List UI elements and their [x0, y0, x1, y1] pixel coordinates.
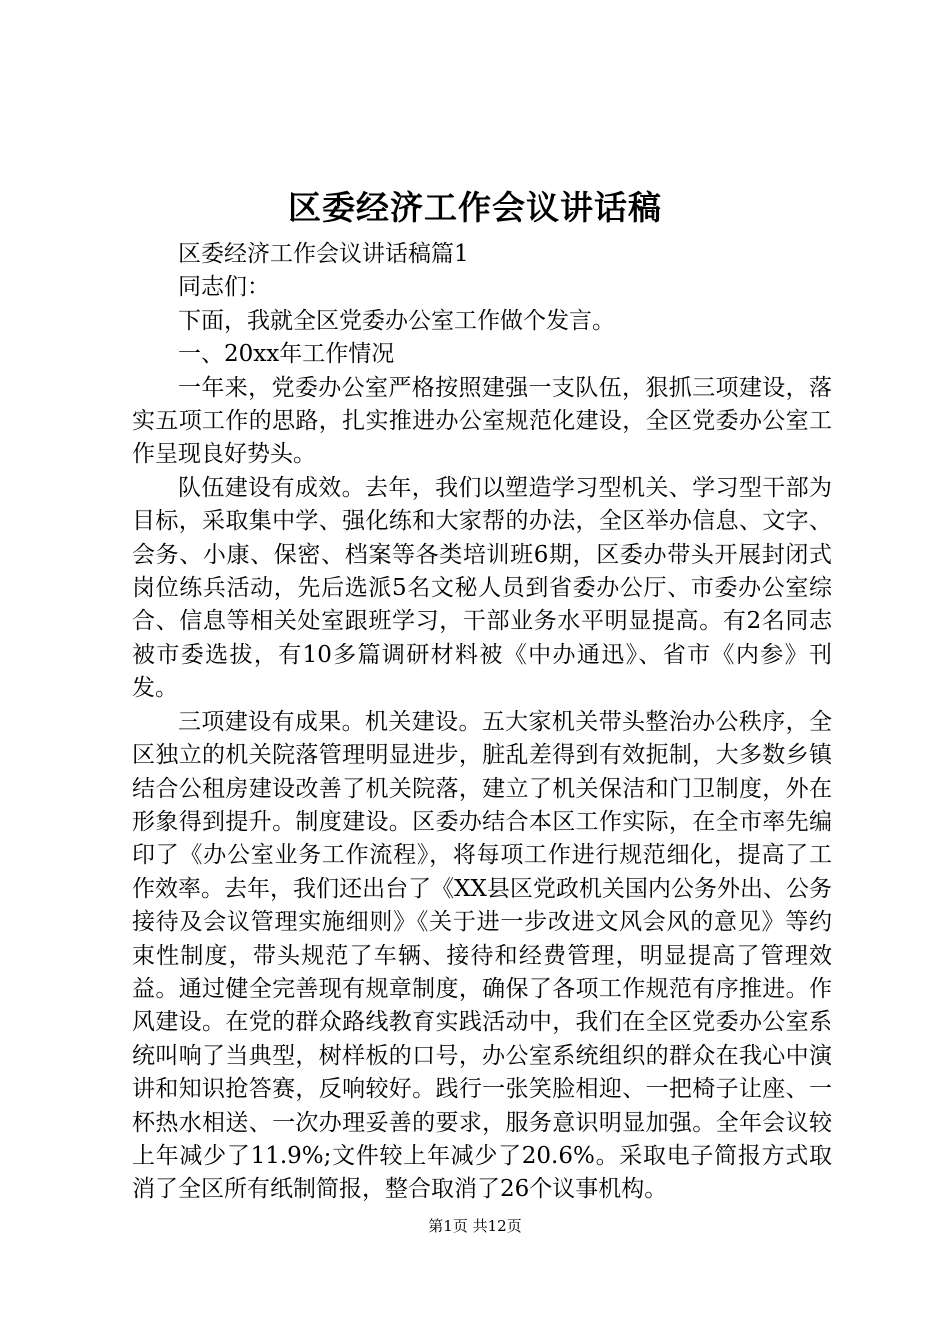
salutation: 同志们：	[178, 274, 270, 301]
body-paragraph: 下面，我就全区党委办公室工作做个发言。	[178, 307, 615, 334]
page-number: 第1页 共12页	[428, 1217, 522, 1235]
section-heading: 区委经济工作会议讲话稿篇1	[178, 241, 469, 267]
body-paragraph: 一年来，党委办公室严格按照建强一支队伍，狠抓三项建设，落实五项工作的思路，扎实推进办公室规范化建设，全区党委办公室工作呈现良好势头。	[132, 374, 832, 468]
document-title: 区委经济工作会议讲话稿	[288, 188, 662, 227]
body-paragraph: 三项建设有成果。机关建设。五大家机关带头整治办公秩序，全区独立的机关院落管理明显进步，脏乱差得到有效扼制，大多数乡镇结合公租房建设改善了机关院落，建立了机关保洁和门卫制度，外在形象得到提升。制度建设。区委办结合本区工作实际，在全市率先编印了《办公室业务工作流程》，将每项工作进行规范细化，提高了工作效率。去年，我们还出台了《XX县区党政机关国内公务外出、公务接待及会议管理实施细则》《关于进一步改进文风会风的意见》等约束性制度，带头规范了车辆、接待和经费管理，明显提高了管理效益。通过健全完善现有规章制度，确保了各项工作规范有序推进。作风建设。在党的群众路线教育实践活动中，我们在全区党委办公室系统叫响了当典型，树样板的口号，办公室系统组织的群众在我心中演讲和知识抢答赛，反响较好。践行一张笑脸相迎、一把椅子让座、一杯热水相送、一次办理妥善的要求，服务意识明显加强。全年会议较上年减少了11.9%;文件较上年减少了20.6%。采取电子简报方式取消了全区所有纸制简报，整合取消了26个议事机构。	[132, 708, 832, 1203]
body-paragraph: 队伍建设有成效。去年，我们以塑造学习型机关、学习型干部为目标，采取集中学、强化练和大家帮的办法，全区举办信息、文字、会务、小康、保密、档案等各类培训班6期，区委办带头开展封闭式岗位练兵活动，先后选派5名文秘人员到省委办公厅、市委办公室综合、信息等相关处室跟班学习，干部业务水平明显提高。有2名同志被市委选拔，有10多篇调研材料被《中办通迅》、省市《内参》刊发。	[132, 474, 832, 702]
section-heading: 一、20xx年工作情况	[178, 341, 395, 368]
document-body	[132, 238, 832, 1207]
